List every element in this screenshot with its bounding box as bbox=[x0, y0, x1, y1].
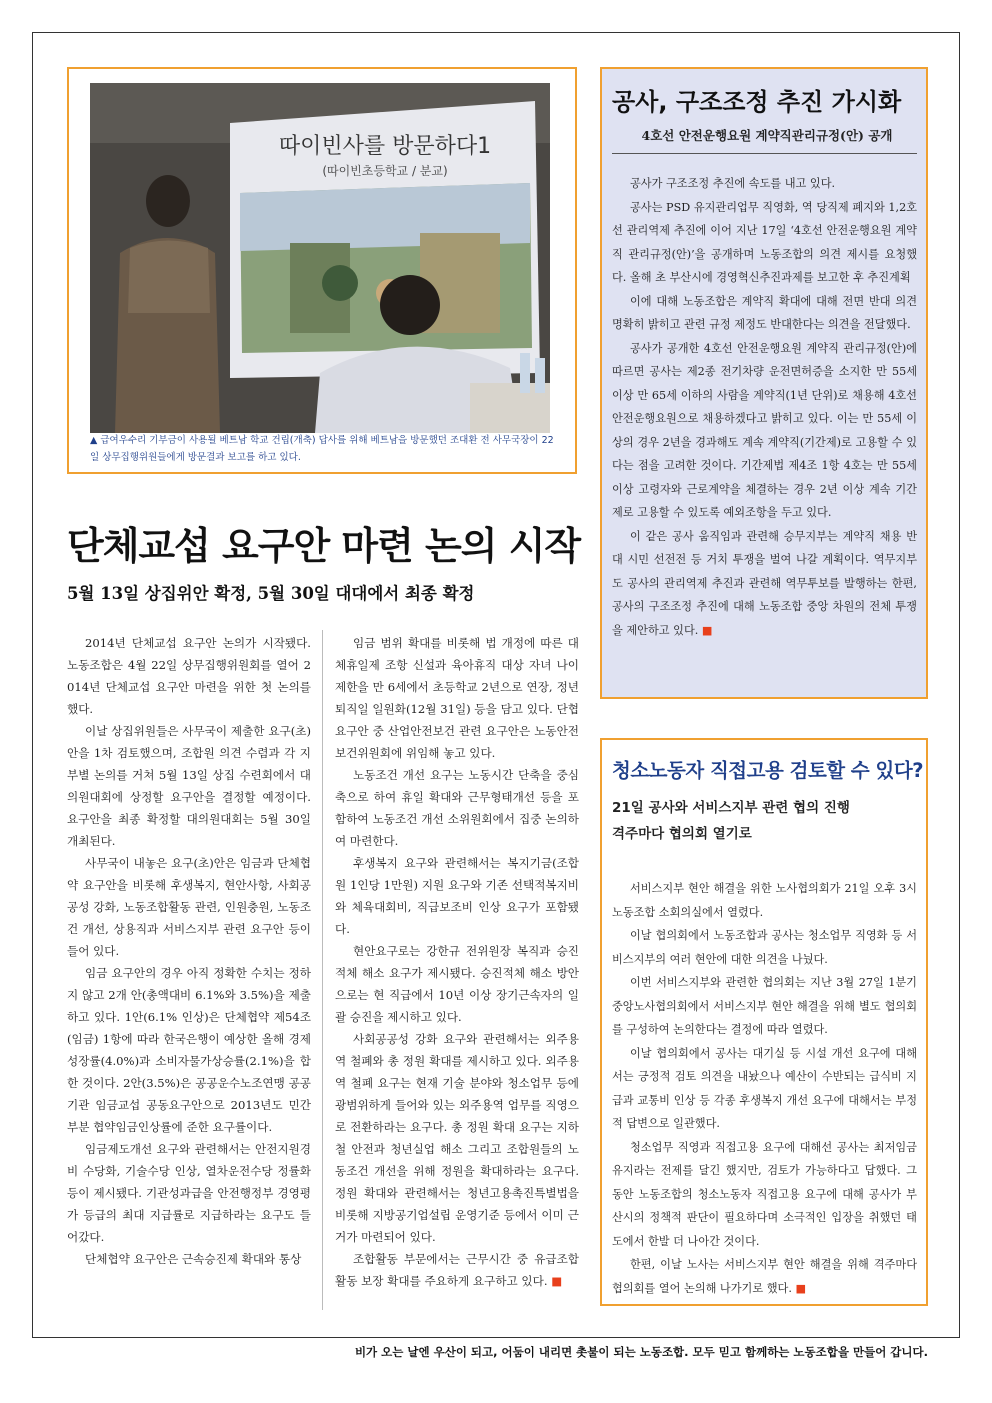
sidebar2-paragraph: 이날 협의회에서 공사는 대기실 등 시설 개선 요구에 대해서는 긍정적 검토 의견을 내놨으나 예산이 수반되는 급식비 지급과 교통비 인상 등 각종 후생복지 개선 요구에 대해서는 부정적 답변으로 일관했다. bbox=[612, 1046, 917, 1130]
sidebar2-subtitle-line1: 21일 공사와 서비스지부 관련 협의 진행 bbox=[612, 800, 850, 816]
main-headline: 단체교섭 요구안 마련 논의 시작 bbox=[67, 524, 581, 568]
sidebar1-paragraph: 공사는 PSD 유지관리업무 직영화, 역 당직제 폐지와 1,2호선 관리역제 추진에 이어 지난 17일 ‘4호선 안전운행요원 계약직 관리규정(안)’을 공개하며 노동조합의 의견 제시를 요청했다. 올해 초 부산시에 경영혁신추진과제를 보고한 후 추진계획 bbox=[612, 200, 917, 284]
sidebar1-paragraph: 공사가 구조조정 추진에 속도를 내고 있다. bbox=[630, 177, 836, 190]
sidebar2-paragraph: 청소업무 직영과 직접고용 요구에 대해선 공사는 최저임금 유지라는 전제를 달긴 했지만, 검토가 가능하다고 답했다. 그 동안 노동조합의 청소노동자 직접고용 요구에 대해 공사가 부산시의 정책적 판단이 필요하다며 소극적인 입장을 취했던 태도에서 한발 더 나아간 것이다. bbox=[612, 1140, 917, 1248]
footer-slogan: 비가 오는 날엔 우산이 되고, 어둠이 내리면 촛불이 되는 노동조합. 모두 믿고 함께하는 노동조합을 만들어 갑니다. bbox=[354, 1345, 928, 1359]
main-subhead: 5월 13일 상집위안 확정, 5월 30일 대대에서 최종 확정 bbox=[67, 584, 475, 603]
article-paragraph: 사회공공성 강화 요구와 관련해서는 외주용역 철폐와 총 정원 확대를 제시하고 있다. 외주용역 철폐 요구는 현재 기술 분야와 청소업무 등에 광범위하게 들어와 있는 외주용역 업무를 직영으로 전환하라는 요구다. 총 정원 확대 요구는 지하철 안전과 청년실업 해소 그리고 조합원들의 노동조건 개선을 위해 정원을 확대하라는 요구다. 정원 확대와 관련해서는 청년고용촉진특별법을 비롯해 지방공기업설립 운영기준 등에서 이미 근거가 마련되어 있다. bbox=[335, 1032, 579, 1244]
article-paragraph: 이날 상집위원들은 사무국이 제출한 요구(초)안을 1차 검토했으며, 조합원 의견 수렴과 각 지부별 논의를 거쳐 5월 13일 상집 수련회에서 대의원대회에 상정할 요구안을 결정할 예정이다. 요구안을 최종 확정할 대의원대회는 5월 30일 개최된다. bbox=[67, 724, 311, 848]
sidebar1-subtitle: 4호선 안전운행요원 계약직관리규정(안) 공개 bbox=[641, 128, 893, 143]
photo-caption bbox=[90, 432, 560, 466]
article-paragraph: 2014년 단체교섭 요구안 논의가 시작됐다. 노동조합은 4월 22일 상무집행위원회를 열어 2014년 단체교섭 요구안 마련을 위한 첫 논의를 했다. bbox=[67, 636, 311, 716]
article-paragraph: 임금 범위 확대를 비롯해 법 개정에 따른 대체휴일제 조항 신설과 육아휴직 대상 자녀 나이제한을 만 6세에서 초등학교 2년으로 연장, 정년 퇴직일 일원화(12월 31일) 등을 담고 있다. 단협 요구안 중 산업안전보건 관련 요구안은 노동안전보건위원회에 위임해 놓고 있다. bbox=[335, 636, 579, 760]
sidebar1-body bbox=[612, 172, 917, 642]
article-paragraph-text: 조합활동 부문에서는 근무시간 중 유급조합활동 보장 확대를 주요하게 요구하고 있다. bbox=[335, 1252, 579, 1288]
sidebar2-paragraph bbox=[612, 1253, 917, 1300]
sidebar1-paragraph: 공사가 공개한 4호선 안전운행요원 계약직 관리규정(안)에 따르면 공사는 제2종 전기차량 운전면허증을 소지한 만 55세 이상 만 65세 이하의 사람을 계약직(1년 단위)로 채용해 4호선 안전운행요원으로 채용하겠다고 밝히고 있다. 이는 만 55세 이상의 경우 2년을 경과해도 계속 계약직(기간제)로 고용할 수 있다는 점을 고려한 것이다. 기간제법 제4조 1항 4호는 만 55세 이상 고령자와 근로계약을 체결하는 경우 2년 이상 계속 기간제로 고용할 수 있도록 예외조항을 두고 있다. bbox=[612, 341, 917, 519]
sidebar1-paragraph bbox=[612, 525, 917, 643]
end-mark-icon: ■ bbox=[701, 623, 713, 637]
slide-title: 따이빈사를 방문하다1 bbox=[278, 134, 492, 159]
caption-text: 급여우수리 기부금이 사용될 베트남 학교 건립(개축) 답사를 위해 베트남을 방문했던 조대환 전 사무국장이 22일 상무집행위원들에게 방문결과 보고를 하고 있다. bbox=[90, 435, 554, 463]
article-paragraph: 임금제도개선 요구와 관련해서는 안전지원경비 수당화, 기술수당 인상, 열차운전수당 정률화 등이 제시됐다. 기관성과급을 안전행정부 경영평가 등급의 최대 지급률로 지급하라는 요구도 들어갔다. bbox=[67, 1142, 311, 1244]
article-paragraph: 현안요구로는 강한규 전위원장 복직과 승진적체 해소 요구가 제시됐다. 승진적체 해소 방안으로는 현 직급에서 10년 이상 장기근속자의 일괄 승진을 제시하고 있다. bbox=[335, 944, 579, 1024]
sidebar2-body bbox=[612, 877, 917, 1300]
article-paragraph bbox=[335, 1248, 579, 1292]
meeting-photo bbox=[90, 83, 550, 433]
sidebar2-paragraph: 이날 협의회에서 노동조합과 공사는 청소업무 직영화 등 서비스지부의 여러 현안에 대한 의견을 나눴다. bbox=[612, 929, 917, 966]
slide-subtitle: (따이빈초등학교 / 분교) bbox=[322, 164, 448, 178]
photo-illustration bbox=[90, 83, 550, 433]
article-column-a bbox=[67, 632, 311, 1270]
end-mark-icon: ■ bbox=[795, 1281, 807, 1295]
sidebar1-paragraph-text: 이 같은 공사 움직임과 관련해 승무지부는 계약직 채용 반대 시민 선전전 등 거치 투쟁을 벌여 나갈 계획이다. 역무지부도 공사의 관리역제 추진과 관련해 역무투보를 발행하는 한편, 공사의 구조조정 추진에 대해 노동조합 중앙 차원의 전체 투쟁을 제안하고 있다. bbox=[612, 529, 917, 637]
sidebar2-paragraph: 이번 서비스지부와 관련한 협의회는 지난 3월 27일 1분기 중앙노사협의회에서 서비스지부 현안 해결을 위해 별도 협의회를 구성하여 논의한다는 결정에 따라 열렸다. bbox=[612, 976, 917, 1036]
sidebar2-paragraph: 서비스지부 현안 해결을 위한 노사협의회가 21일 오후 3시 노동조합 소회의실에서 열렸다. bbox=[612, 882, 917, 919]
article-paragraph: 후생복지 요구와 관련해서는 복지기금(조합원 1인당 1만원) 지원 요구와 기존 선택적복지비와 체육대회비, 직급보조비 인상 요구가 포함됐다. bbox=[335, 856, 579, 936]
column-divider bbox=[322, 630, 323, 1310]
article-column-b bbox=[335, 632, 579, 1292]
sidebar1-divider bbox=[612, 153, 917, 154]
end-mark-icon: ■ bbox=[551, 1274, 563, 1288]
caption-marker-icon: ▲ bbox=[90, 435, 98, 446]
article-paragraph: 사무국이 내놓은 요구(초)안은 임금과 단체협약 요구안을 비롯해 후생복지, 현안사항, 사회공공성 강화, 노동조합활동 관련, 인원충원, 노동조건 개선, 상용직과 서비스지부 관련 요구안 등이 들어 있다. bbox=[67, 856, 311, 958]
sidebar2-paragraph-text: 한편, 이날 노사는 서비스지부 현안 해결을 위해 격주마다 협의회를 열어 논의해 나가기로 했다. bbox=[612, 1258, 917, 1295]
sidebar2-subtitle-line2: 격주마다 협의회 열기로 bbox=[612, 826, 752, 842]
sidebar1-title: 공사, 구조조정 추진 가시화 bbox=[612, 88, 902, 116]
sidebar2-title: 청소노동자 직접고용 검토할 수 있다? bbox=[612, 759, 924, 782]
article-paragraph: 노동조건 개선 요구는 노동시간 단축을 중심축으로 하여 휴일 확대와 근무형태개선 등을 포함하여 노동조건 개선 소위원회에서 집중 논의하여 마련한다. bbox=[335, 768, 579, 848]
sidebar1-paragraph: 이에 대해 노동조합은 계약직 확대에 대해 전면 반대 의견 명확히 밝히고 관련 규정 제정도 반대한다는 의견을 전달했다. bbox=[612, 294, 917, 331]
article-paragraph: 임금 요구안의 경우 아직 정확한 수치는 정하지 않고 2개 안(총액대비 6.1%와 3.5%)을 제출하고 있다. 1안(6.1% 인상)은 단체협약 제54조(임금) 1항에 따라 한국은행이 예상한 올해 경제성장률(4.0%)과 소비자물가상승률(2.1%)을 합한 것이다. 2안(3.5%)은 공공운수노조연맹 공공기관 임금교섭 공동요구안으로 2013년도 민간부분 협약임금인상률에 준한 요구률이다. bbox=[67, 966, 311, 1134]
article-paragraph: 단체협약 요구안은 근속승진제 확대와 통상 bbox=[85, 1252, 302, 1266]
